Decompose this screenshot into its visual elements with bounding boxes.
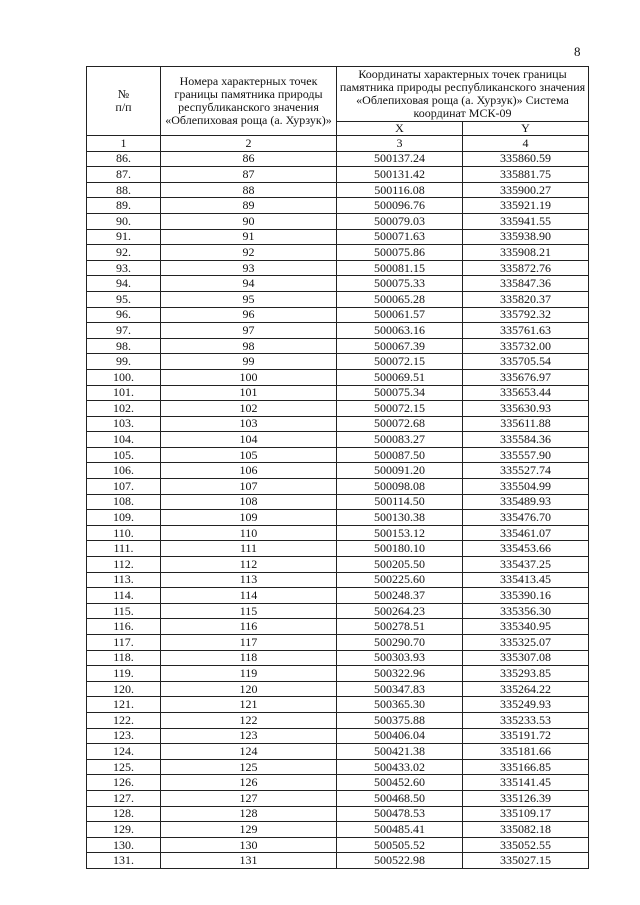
x-coordinate-cell: 500365.30 bbox=[337, 697, 463, 713]
row-number-cell: 106. bbox=[87, 463, 161, 479]
row-number-cell: 93. bbox=[87, 260, 161, 276]
row-number-cell: 101. bbox=[87, 385, 161, 401]
point-number-cell: 105 bbox=[161, 447, 337, 463]
point-number-cell: 119 bbox=[161, 666, 337, 682]
column-number-3: 3 bbox=[337, 136, 463, 152]
point-number-cell: 114 bbox=[161, 588, 337, 604]
table-row bbox=[87, 182, 589, 198]
header-point-number-text: Номера характерных точек границы памятника природы республиканского значения «Облепиховая роща (а. Хурзук)» bbox=[165, 74, 332, 127]
point-number-cell: 100 bbox=[161, 369, 337, 385]
x-coordinate-cell: 500079.03 bbox=[337, 213, 463, 229]
y-coordinate-cell: 335356.30 bbox=[463, 603, 589, 619]
y-coordinate-cell: 335611.88 bbox=[463, 416, 589, 432]
x-coordinate-cell: 500069.51 bbox=[337, 369, 463, 385]
point-number-cell: 92 bbox=[161, 245, 337, 261]
x-coordinate-cell: 500347.83 bbox=[337, 681, 463, 697]
x-coordinate-cell: 500091.20 bbox=[337, 463, 463, 479]
point-number-cell: 89 bbox=[161, 198, 337, 214]
column-number-2: 2 bbox=[161, 136, 337, 152]
row-number-cell: 86. bbox=[87, 151, 161, 167]
table-header bbox=[87, 67, 589, 152]
point-number-cell: 117 bbox=[161, 635, 337, 651]
point-number-cell: 90 bbox=[161, 213, 337, 229]
row-number-cell: 90. bbox=[87, 213, 161, 229]
table-row bbox=[87, 712, 589, 728]
x-coordinate-cell: 500071.63 bbox=[337, 229, 463, 245]
point-number-cell: 98 bbox=[161, 338, 337, 354]
table-row bbox=[87, 323, 589, 339]
table-row bbox=[87, 775, 589, 791]
row-number-cell: 130. bbox=[87, 837, 161, 853]
x-coordinate-cell: 500278.51 bbox=[337, 619, 463, 635]
table-row bbox=[87, 167, 589, 183]
x-coordinate-cell: 500098.08 bbox=[337, 479, 463, 495]
table-row bbox=[87, 479, 589, 495]
y-coordinate-cell: 335264.22 bbox=[463, 681, 589, 697]
x-coordinate-cell: 500075.33 bbox=[337, 276, 463, 292]
table-row bbox=[87, 853, 589, 869]
row-number-cell: 113. bbox=[87, 572, 161, 588]
y-coordinate-cell: 335413.45 bbox=[463, 572, 589, 588]
y-coordinate-cell: 335437.25 bbox=[463, 557, 589, 573]
row-number-cell: 107. bbox=[87, 479, 161, 495]
row-number-cell: 98. bbox=[87, 338, 161, 354]
point-number-cell: 116 bbox=[161, 619, 337, 635]
y-coordinate-cell: 335820.37 bbox=[463, 291, 589, 307]
table-row bbox=[87, 541, 589, 557]
x-coordinate-cell: 500478.53 bbox=[337, 806, 463, 822]
x-coordinate-cell: 500180.10 bbox=[337, 541, 463, 557]
x-coordinate-cell: 500114.50 bbox=[337, 494, 463, 510]
coordinates-table bbox=[86, 66, 589, 869]
x-coordinate-cell: 500248.37 bbox=[337, 588, 463, 604]
x-coordinate-cell: 500075.86 bbox=[337, 245, 463, 261]
page-number: 8 bbox=[574, 44, 581, 59]
point-number-cell: 102 bbox=[161, 401, 337, 417]
point-number-cell: 122 bbox=[161, 712, 337, 728]
header-x: X bbox=[337, 122, 463, 136]
table-row bbox=[87, 401, 589, 417]
point-number-cell: 125 bbox=[161, 759, 337, 775]
row-number-cell: 115. bbox=[87, 603, 161, 619]
row-number-cell: 122. bbox=[87, 712, 161, 728]
y-coordinate-cell: 335584.36 bbox=[463, 432, 589, 448]
y-coordinate-cell: 335921.19 bbox=[463, 198, 589, 214]
table-row bbox=[87, 307, 589, 323]
point-number-cell: 93 bbox=[161, 260, 337, 276]
point-number-cell: 108 bbox=[161, 494, 337, 510]
y-coordinate-cell: 335938.90 bbox=[463, 229, 589, 245]
x-coordinate-cell: 500116.08 bbox=[337, 182, 463, 198]
y-coordinate-cell: 335653.44 bbox=[463, 385, 589, 401]
row-number-cell: 100. bbox=[87, 369, 161, 385]
x-coordinate-cell: 500083.27 bbox=[337, 432, 463, 448]
y-coordinate-cell: 335126.39 bbox=[463, 790, 589, 806]
point-number-cell: 95 bbox=[161, 291, 337, 307]
y-coordinate-cell: 335293.85 bbox=[463, 666, 589, 682]
table-row bbox=[87, 229, 589, 245]
point-number-cell: 91 bbox=[161, 229, 337, 245]
row-number-cell: 125. bbox=[87, 759, 161, 775]
row-number-cell: 103. bbox=[87, 416, 161, 432]
point-number-cell: 121 bbox=[161, 697, 337, 713]
point-number-cell: 101 bbox=[161, 385, 337, 401]
row-number-cell: 96. bbox=[87, 307, 161, 323]
x-coordinate-cell: 500061.57 bbox=[337, 307, 463, 323]
x-coordinate-cell: 500087.50 bbox=[337, 447, 463, 463]
table-row bbox=[87, 603, 589, 619]
y-coordinate-cell: 335461.07 bbox=[463, 525, 589, 541]
row-number-cell: 128. bbox=[87, 806, 161, 822]
x-coordinate-cell: 500485.41 bbox=[337, 822, 463, 838]
point-number-cell: 99 bbox=[161, 354, 337, 370]
x-coordinate-cell: 500322.96 bbox=[337, 666, 463, 682]
row-number-cell: 121. bbox=[87, 697, 161, 713]
row-number-cell: 111. bbox=[87, 541, 161, 557]
point-number-cell: 128 bbox=[161, 806, 337, 822]
point-number-cell: 115 bbox=[161, 603, 337, 619]
row-number-cell: 87. bbox=[87, 167, 161, 183]
y-coordinate-cell: 335941.55 bbox=[463, 213, 589, 229]
y-coordinate-cell: 335732.00 bbox=[463, 338, 589, 354]
y-coordinate-cell: 335082.18 bbox=[463, 822, 589, 838]
row-number-cell: 91. bbox=[87, 229, 161, 245]
point-number-cell: 127 bbox=[161, 790, 337, 806]
row-number-cell: 105. bbox=[87, 447, 161, 463]
y-coordinate-cell: 335027.15 bbox=[463, 853, 589, 869]
y-coordinate-cell: 335453.66 bbox=[463, 541, 589, 557]
point-number-cell: 106 bbox=[161, 463, 337, 479]
x-coordinate-cell: 500067.39 bbox=[337, 338, 463, 354]
point-number-cell: 123 bbox=[161, 728, 337, 744]
point-number-cell: 129 bbox=[161, 822, 337, 838]
row-number-cell: 95. bbox=[87, 291, 161, 307]
row-number-cell: 126. bbox=[87, 775, 161, 791]
point-number-cell: 120 bbox=[161, 681, 337, 697]
x-coordinate-cell: 500406.04 bbox=[337, 728, 463, 744]
row-number-cell: 120. bbox=[87, 681, 161, 697]
y-coordinate-cell: 335792.32 bbox=[463, 307, 589, 323]
x-coordinate-cell: 500264.23 bbox=[337, 603, 463, 619]
row-number-cell: 94. bbox=[87, 276, 161, 292]
table-row bbox=[87, 759, 589, 775]
x-coordinate-cell: 500303.93 bbox=[337, 650, 463, 666]
point-number-cell: 124 bbox=[161, 744, 337, 760]
table-row bbox=[87, 666, 589, 682]
header-point-number bbox=[161, 67, 337, 136]
table-row bbox=[87, 837, 589, 853]
table-row bbox=[87, 744, 589, 760]
y-coordinate-cell: 335504.99 bbox=[463, 479, 589, 495]
row-number-cell: 104. bbox=[87, 432, 161, 448]
point-number-cell: 112 bbox=[161, 557, 337, 573]
table-row bbox=[87, 463, 589, 479]
row-number-cell: 88. bbox=[87, 182, 161, 198]
header-coordinates bbox=[337, 67, 589, 122]
table-row bbox=[87, 557, 589, 573]
y-coordinate-cell: 335860.59 bbox=[463, 151, 589, 167]
row-number-cell: 99. bbox=[87, 354, 161, 370]
row-number-cell: 102. bbox=[87, 401, 161, 417]
table-row bbox=[87, 198, 589, 214]
y-coordinate-cell: 335307.08 bbox=[463, 650, 589, 666]
table-row bbox=[87, 790, 589, 806]
table-row bbox=[87, 728, 589, 744]
x-coordinate-cell: 500081.15 bbox=[337, 260, 463, 276]
row-number-cell: 89. bbox=[87, 198, 161, 214]
x-coordinate-cell: 500290.70 bbox=[337, 635, 463, 651]
column-number-4: 4 bbox=[463, 136, 589, 152]
x-coordinate-cell: 500225.60 bbox=[337, 572, 463, 588]
header-y: Y bbox=[463, 122, 589, 136]
y-coordinate-cell: 335109.17 bbox=[463, 806, 589, 822]
row-number-cell: 97. bbox=[87, 323, 161, 339]
header-row-number bbox=[87, 67, 161, 136]
row-number-cell: 112. bbox=[87, 557, 161, 573]
row-number-cell: 92. bbox=[87, 245, 161, 261]
row-number-cell: 127. bbox=[87, 790, 161, 806]
row-number-cell: 117. bbox=[87, 635, 161, 651]
table-row bbox=[87, 385, 589, 401]
x-coordinate-cell: 500522.98 bbox=[337, 853, 463, 869]
y-coordinate-cell: 335908.21 bbox=[463, 245, 589, 261]
table-row bbox=[87, 635, 589, 651]
table-row bbox=[87, 619, 589, 635]
y-coordinate-cell: 335872.76 bbox=[463, 260, 589, 276]
row-number-cell: 110. bbox=[87, 525, 161, 541]
table-row bbox=[87, 151, 589, 167]
x-coordinate-cell: 500375.88 bbox=[337, 712, 463, 728]
table-row bbox=[87, 276, 589, 292]
point-number-cell: 104 bbox=[161, 432, 337, 448]
point-number-cell: 113 bbox=[161, 572, 337, 588]
x-coordinate-cell: 500072.15 bbox=[337, 401, 463, 417]
table-row bbox=[87, 432, 589, 448]
row-number-cell: 131. bbox=[87, 853, 161, 869]
point-number-cell: 118 bbox=[161, 650, 337, 666]
y-coordinate-cell: 335881.75 bbox=[463, 167, 589, 183]
table-row bbox=[87, 416, 589, 432]
y-coordinate-cell: 335489.93 bbox=[463, 494, 589, 510]
table-row bbox=[87, 494, 589, 510]
point-number-cell: 96 bbox=[161, 307, 337, 323]
row-number-cell: 114. bbox=[87, 588, 161, 604]
y-coordinate-cell: 335390.16 bbox=[463, 588, 589, 604]
table-row bbox=[87, 447, 589, 463]
table-body bbox=[87, 151, 589, 868]
x-coordinate-cell: 500452.60 bbox=[337, 775, 463, 791]
x-coordinate-cell: 500468.50 bbox=[337, 790, 463, 806]
table-row bbox=[87, 338, 589, 354]
y-coordinate-cell: 335705.54 bbox=[463, 354, 589, 370]
table-row bbox=[87, 588, 589, 604]
table-row bbox=[87, 572, 589, 588]
point-number-cell: 107 bbox=[161, 479, 337, 495]
header-row-number-text: № п/п bbox=[115, 87, 132, 114]
point-number-cell: 126 bbox=[161, 775, 337, 791]
row-number-cell: 109. bbox=[87, 510, 161, 526]
point-number-cell: 130 bbox=[161, 837, 337, 853]
y-coordinate-cell: 335181.66 bbox=[463, 744, 589, 760]
y-coordinate-cell: 335233.53 bbox=[463, 712, 589, 728]
header-coordinates-text: Координаты характерных точек границы памятника природы республиканского значения «Облепиховая роща (а. Хурзук)» Система координат МСК-09 bbox=[339, 67, 586, 120]
table-row bbox=[87, 291, 589, 307]
point-number-cell: 103 bbox=[161, 416, 337, 432]
row-number-cell: 116. bbox=[87, 619, 161, 635]
row-number-cell: 118. bbox=[87, 650, 161, 666]
y-coordinate-cell: 335527.74 bbox=[463, 463, 589, 479]
row-number-cell: 108. bbox=[87, 494, 161, 510]
x-coordinate-cell: 500075.34 bbox=[337, 385, 463, 401]
column-number-1: 1 bbox=[87, 136, 161, 152]
y-coordinate-cell: 335325.07 bbox=[463, 635, 589, 651]
point-number-cell: 109 bbox=[161, 510, 337, 526]
y-coordinate-cell: 335141.45 bbox=[463, 775, 589, 791]
table-row bbox=[87, 697, 589, 713]
point-number-cell: 131 bbox=[161, 853, 337, 869]
point-number-cell: 111 bbox=[161, 541, 337, 557]
y-coordinate-cell: 335052.55 bbox=[463, 837, 589, 853]
x-coordinate-cell: 500505.52 bbox=[337, 837, 463, 853]
table-row bbox=[87, 806, 589, 822]
table-row bbox=[87, 650, 589, 666]
y-coordinate-cell: 335476.70 bbox=[463, 510, 589, 526]
x-coordinate-cell: 500205.50 bbox=[337, 557, 463, 573]
x-coordinate-cell: 500096.76 bbox=[337, 198, 463, 214]
point-number-cell: 87 bbox=[161, 167, 337, 183]
x-coordinate-cell: 500072.68 bbox=[337, 416, 463, 432]
table-row bbox=[87, 369, 589, 385]
table-row bbox=[87, 525, 589, 541]
point-number-cell: 97 bbox=[161, 323, 337, 339]
y-coordinate-cell: 335630.93 bbox=[463, 401, 589, 417]
table-row bbox=[87, 510, 589, 526]
x-coordinate-cell: 500065.28 bbox=[337, 291, 463, 307]
row-number-cell: 129. bbox=[87, 822, 161, 838]
point-number-cell: 86 bbox=[161, 151, 337, 167]
x-coordinate-cell: 500072.15 bbox=[337, 354, 463, 370]
point-number-cell: 110 bbox=[161, 525, 337, 541]
point-number-cell: 94 bbox=[161, 276, 337, 292]
row-number-cell: 119. bbox=[87, 666, 161, 682]
table-row bbox=[87, 260, 589, 276]
x-coordinate-cell: 500153.12 bbox=[337, 525, 463, 541]
x-coordinate-cell: 500131.42 bbox=[337, 167, 463, 183]
table-row bbox=[87, 354, 589, 370]
x-coordinate-cell: 500137.24 bbox=[337, 151, 463, 167]
table-row bbox=[87, 681, 589, 697]
y-coordinate-cell: 335340.95 bbox=[463, 619, 589, 635]
y-coordinate-cell: 335847.36 bbox=[463, 276, 589, 292]
x-coordinate-cell: 500130.38 bbox=[337, 510, 463, 526]
point-number-cell: 88 bbox=[161, 182, 337, 198]
table-row bbox=[87, 822, 589, 838]
x-coordinate-cell: 500433.02 bbox=[337, 759, 463, 775]
row-number-cell: 123. bbox=[87, 728, 161, 744]
x-coordinate-cell: 500063.16 bbox=[337, 323, 463, 339]
y-coordinate-cell: 335676.97 bbox=[463, 369, 589, 385]
table-row bbox=[87, 245, 589, 261]
y-coordinate-cell: 335900.27 bbox=[463, 182, 589, 198]
y-coordinate-cell: 335249.93 bbox=[463, 697, 589, 713]
y-coordinate-cell: 335166.85 bbox=[463, 759, 589, 775]
x-coordinate-cell: 500421.38 bbox=[337, 744, 463, 760]
y-coordinate-cell: 335191.72 bbox=[463, 728, 589, 744]
table-row bbox=[87, 213, 589, 229]
y-coordinate-cell: 335761.63 bbox=[463, 323, 589, 339]
y-coordinate-cell: 335557.90 bbox=[463, 447, 589, 463]
row-number-cell: 124. bbox=[87, 744, 161, 760]
